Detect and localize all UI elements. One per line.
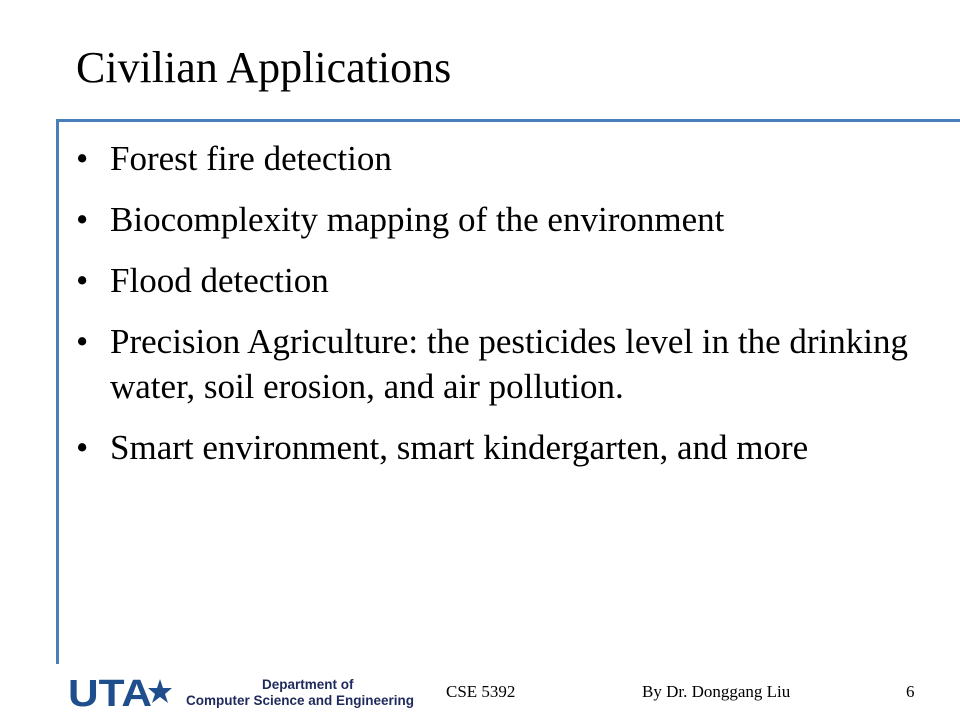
department-line-2: Computer Science and Engineering bbox=[186, 693, 415, 708]
department-name bbox=[186, 677, 414, 709]
bullet-item bbox=[76, 197, 936, 242]
department-line-1: Department of bbox=[262, 677, 354, 692]
bullet-dot-icon: • bbox=[76, 200, 89, 239]
bullet-list bbox=[76, 136, 936, 486]
bullet-dot-icon: • bbox=[76, 261, 89, 300]
bullet-text: Forest fire detection bbox=[110, 139, 392, 178]
bullet-item bbox=[76, 136, 936, 181]
bullet-text: Flood detection bbox=[110, 261, 329, 300]
uta-logo bbox=[68, 675, 172, 709]
content-divider-vertical bbox=[56, 119, 59, 664]
title-divider-horizontal bbox=[56, 119, 960, 122]
bullet-dot-icon: • bbox=[76, 139, 89, 178]
bullet-text: Smart environment, smart kindergarten, and more bbox=[110, 428, 809, 467]
course-code: CSE 5392 bbox=[446, 682, 516, 701]
bullet-item bbox=[76, 319, 936, 409]
page-number: 6 bbox=[906, 682, 915, 701]
bullet-text: Precision Agriculture: the pesticides level in the drinking water, soil erosion, and air pollution. bbox=[110, 322, 909, 406]
bullet-dot-icon: • bbox=[76, 428, 89, 467]
uta-logo-text: UTA bbox=[68, 675, 152, 709]
slide-title: Civilian Applications bbox=[76, 43, 452, 92]
bullet-text: Biocomplexity mapping of the environment bbox=[110, 200, 725, 239]
bullet-item bbox=[76, 425, 936, 470]
footer bbox=[0, 664, 960, 720]
author-name: By Dr. Donggang Liu bbox=[642, 682, 791, 701]
bullet-item bbox=[76, 258, 936, 303]
bullet-dot-icon: • bbox=[76, 322, 89, 361]
